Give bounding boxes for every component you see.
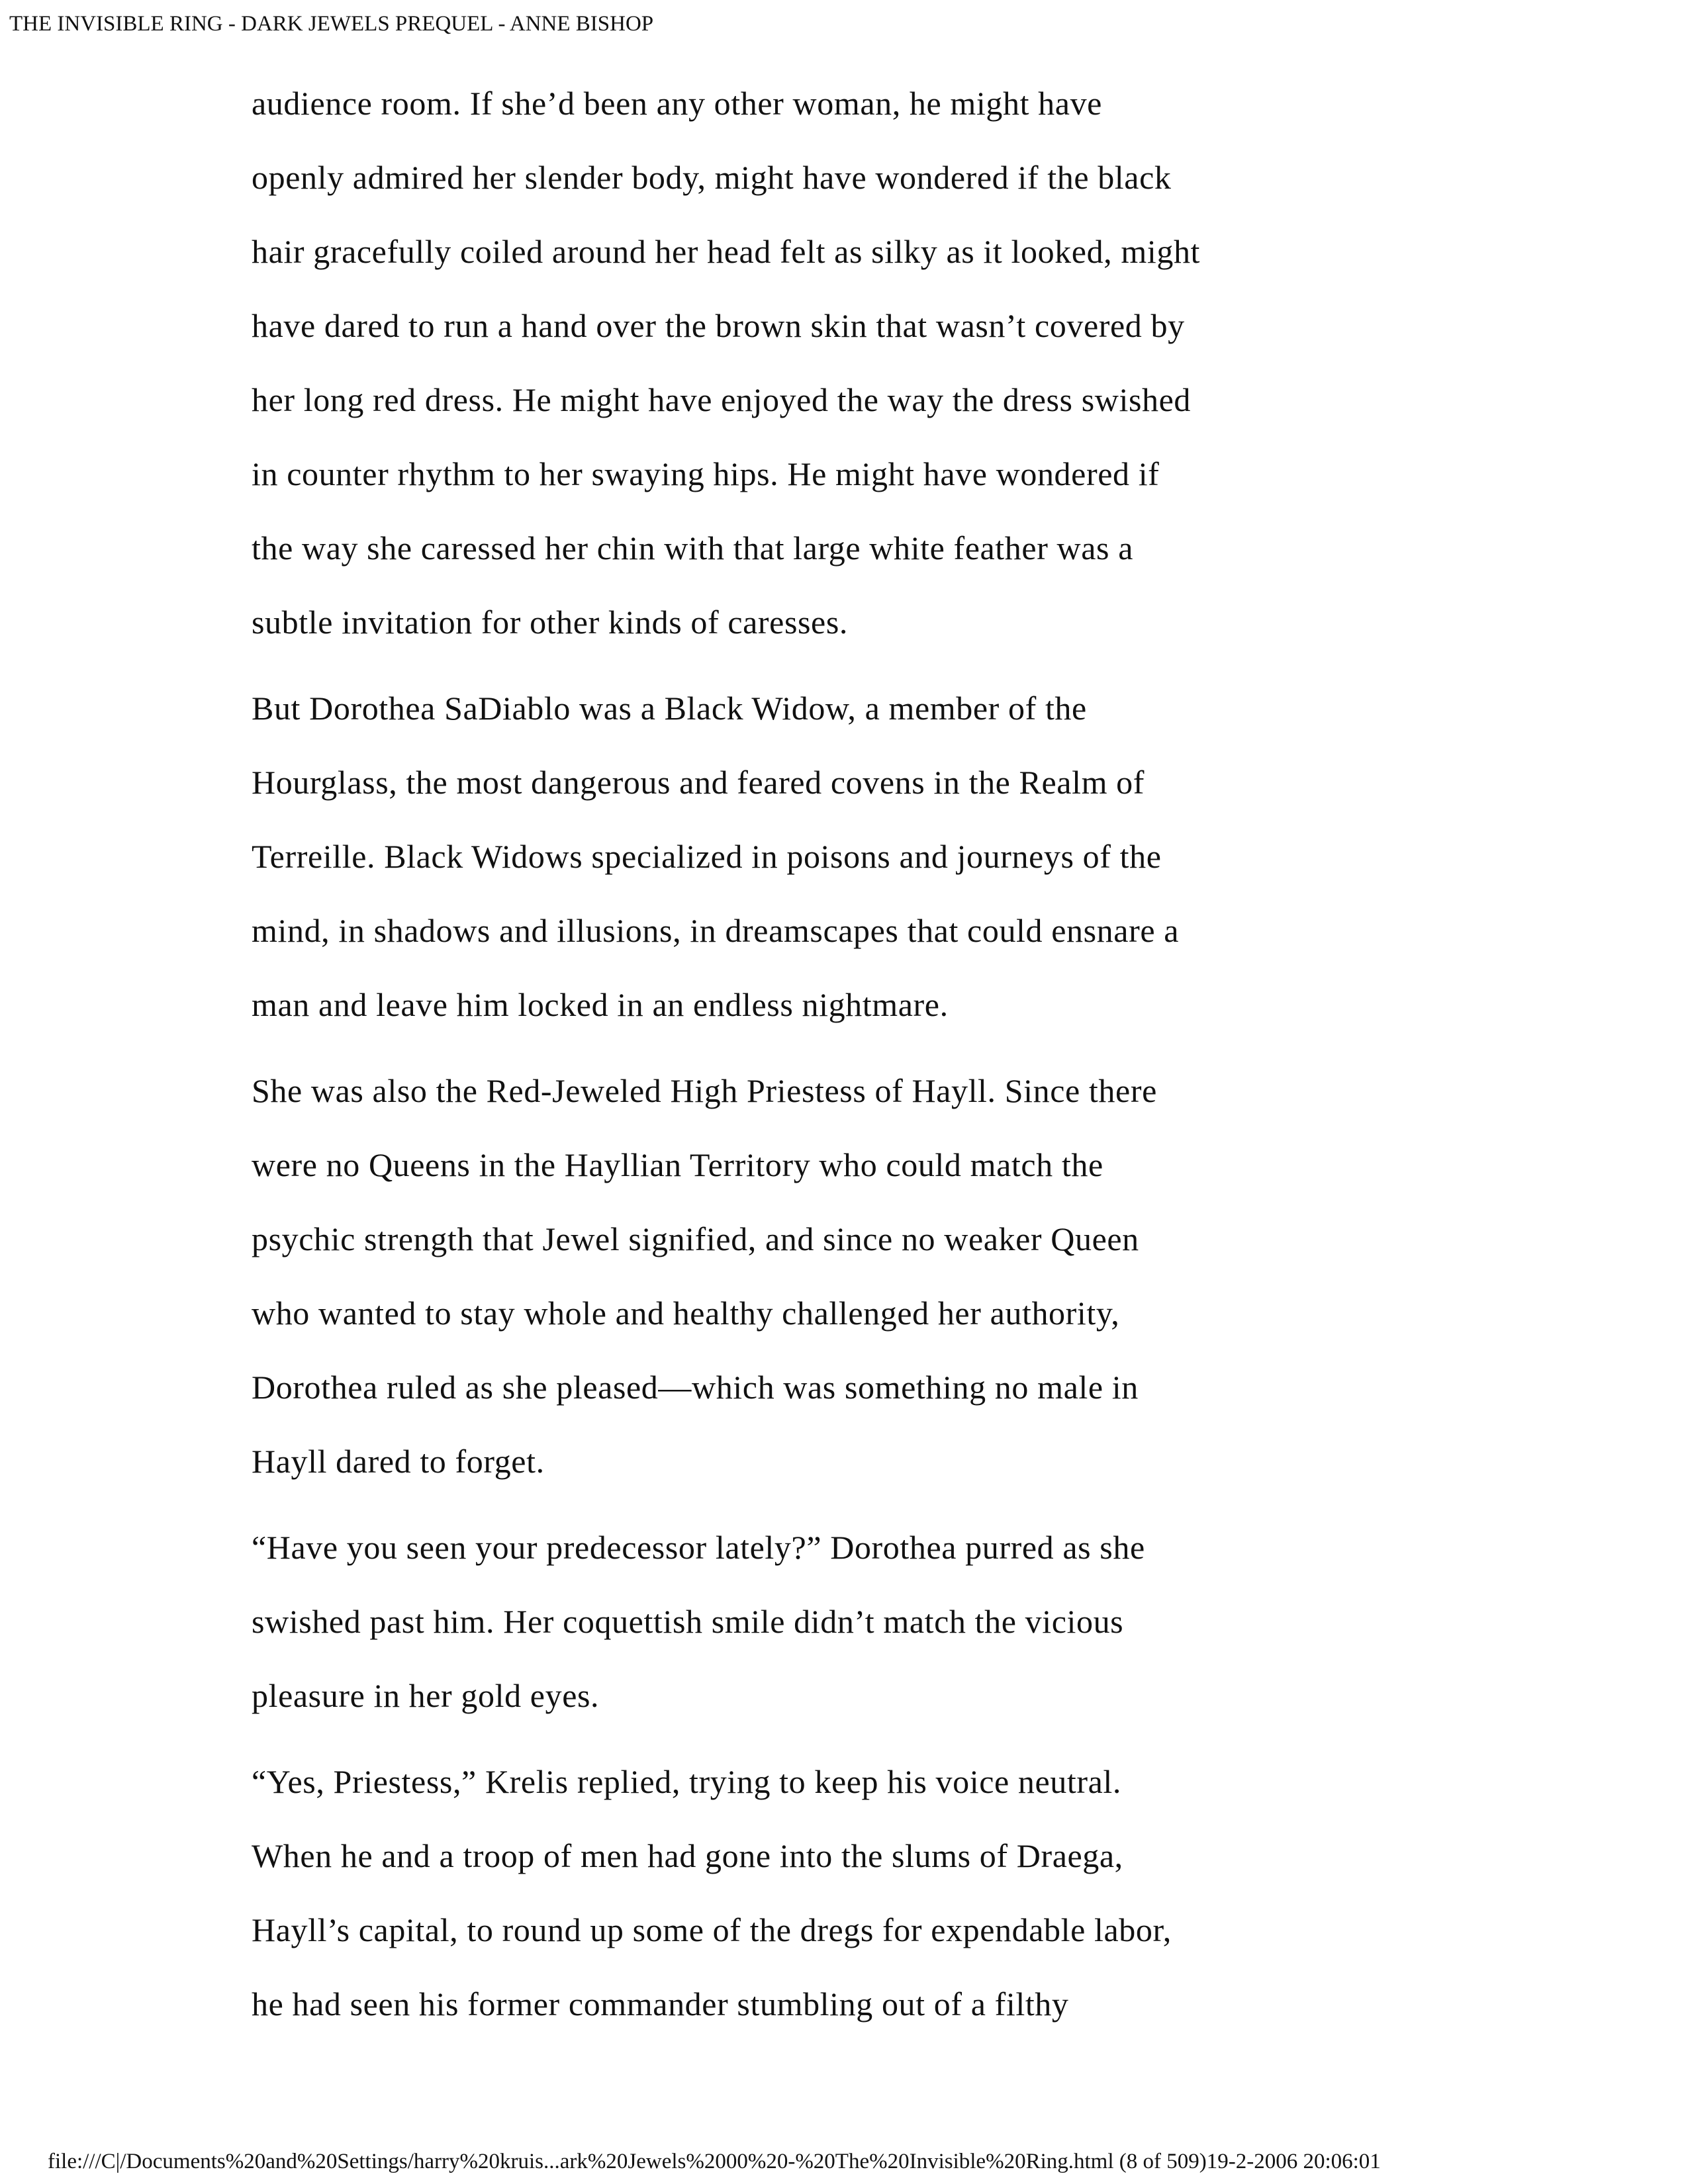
text-line: swished past him. Her coquettish smile didn’t match the vicious <box>252 1603 1124 1640</box>
text-line: When he and a troop of men had gone into the slums of Draega, <box>252 1837 1123 1874</box>
text-line: Terreille. Black Widows specialized in poisons and journeys of the <box>252 838 1162 875</box>
text-line: “Have you seen your predecessor lately?” Dorothea purred as she <box>252 1529 1145 1566</box>
page-footer-path: file:///C|/Documents%20and%20Settings/harry%20kruis...ark%20Jewels%2000%20-%20The%20Invisible%20Ring.html (8 of 509)19-2-2006 20:06:01 <box>48 2150 1381 2173</box>
text-line: She was also the Red-Jeweled High Priestess of Hayll. Since there <box>252 1072 1157 1109</box>
text-line: But Dorothea SaDiablo was a Black Widow, a member of the <box>252 690 1087 727</box>
text-line: in counter rhythm to her swaying hips. He might have wondered if <box>252 455 1160 492</box>
text-line: man and leave him locked in an endless nightmare. <box>252 986 949 1023</box>
text-line: her long red dress. He might have enjoyed the way the dress swished <box>252 381 1192 418</box>
text-line: mind, in shadows and illusions, in dreamscapes that could ensnare a <box>252 912 1180 949</box>
text-line: Dorothea ruled as she pleased—which was something no male in <box>252 1369 1139 1406</box>
text-line: audience room. If she’d been any other woman, he might have <box>252 85 1102 122</box>
text-line: have dared to run a hand over the brown skin that wasn’t covered by <box>252 307 1185 344</box>
page-header: THE INVISIBLE RING - DARK JEWELS PREQUEL - ANNE BISHOP <box>9 12 654 36</box>
text-line: hair gracefully coiled around her head felt as silky as it looked, might <box>252 233 1201 270</box>
text-line: were no Queens in the Hayllian Territory who could match the <box>252 1146 1103 1183</box>
text-line: the way she caressed her chin with that large white feather was a <box>252 529 1133 567</box>
paragraph-3 <box>252 1059 1456 1504</box>
paragraph-4 <box>252 1516 1456 1738</box>
text-line: Hayll dared to forget. <box>252 1443 545 1480</box>
paragraph-5 <box>252 1750 1456 2046</box>
text-line: “Yes, Priestess,” Krelis replied, trying to keep his voice neutral. <box>252 1763 1122 1800</box>
text-line: he had seen his former commander stumbling out of a filthy <box>252 1985 1069 2023</box>
body-text <box>252 71 1456 2058</box>
text-line: Hayll’s capital, to round up some of the dregs for expendable labor, <box>252 1911 1172 1948</box>
text-line: psychic strength that Jewel signified, and since no weaker Queen <box>252 1220 1139 1257</box>
text-line: openly admired her slender body, might have wondered if the black <box>252 159 1172 196</box>
text-line: subtle invitation for other kinds of caresses. <box>252 604 849 641</box>
text-line: pleasure in her gold eyes. <box>252 1677 600 1714</box>
text-line: Hourglass, the most dangerous and feared covens in the Realm of <box>252 764 1145 801</box>
paragraph-2 <box>252 676 1456 1047</box>
paragraph-1 <box>252 71 1456 664</box>
text-line: who wanted to stay whole and healthy challenged her authority, <box>252 1295 1120 1332</box>
